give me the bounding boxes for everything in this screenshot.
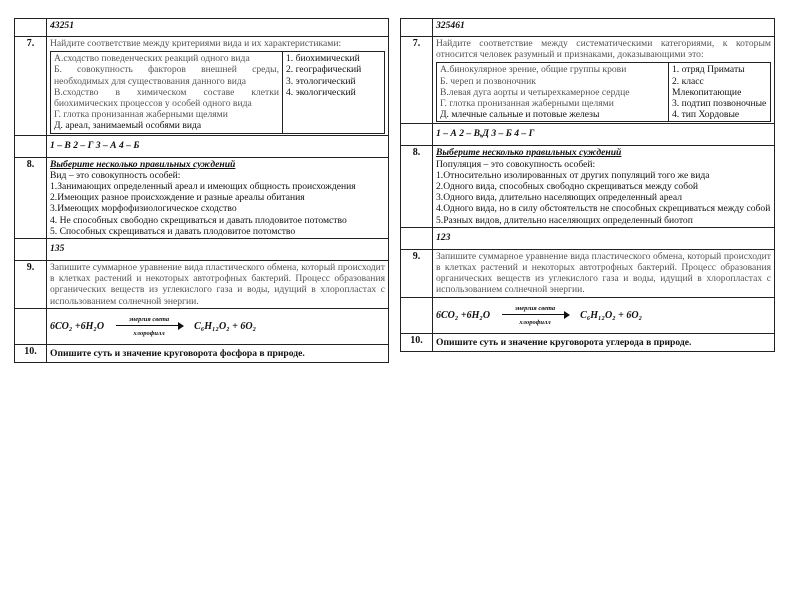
left-q10-text: Опишите суть и значение круговорота фосфора в природе. bbox=[47, 344, 389, 362]
list-item: Д. млечные сальные и потовые железы bbox=[440, 109, 600, 121]
list-item: В.левая дуга аорты и четырехкамерное сердце bbox=[440, 86, 630, 98]
left-q7-intro: Найдите соответствие между критериями вида и их характеристиками: bbox=[50, 38, 342, 49]
right-q9-number: 9. bbox=[401, 249, 433, 297]
left-tasks-table bbox=[14, 18, 389, 363]
right-q9-cell bbox=[433, 249, 775, 297]
list-item: 1.Занимающих определенный ареал и имеющих общность происхождения bbox=[50, 181, 356, 193]
reaction-arrow bbox=[500, 303, 570, 329]
right-key-7: 1 – А 2 – В,Д 3 – Б 4 – Г bbox=[433, 124, 775, 146]
right-q10-number: 10. bbox=[401, 333, 433, 351]
right-q7-number: 7. bbox=[401, 37, 433, 124]
formula-products: C₆H₁₂O₂ + 6O₂ bbox=[580, 310, 643, 322]
option-item: 2. географический bbox=[286, 64, 362, 76]
left-q7-match-table bbox=[50, 51, 385, 133]
option-item: 4. тип Хордовые bbox=[672, 109, 740, 121]
right-photosynthesis-formula bbox=[436, 299, 771, 332]
right-q10-text: Опишите суть и значение круговорота углерода в природе. bbox=[433, 333, 775, 351]
list-item: Г. глотка пронизанная жаберными щелями bbox=[54, 109, 228, 121]
list-item: 3.Одного вида, длительно населяющих определенный ареал bbox=[436, 192, 683, 204]
option-item: 2. класс Млекопитающие bbox=[672, 75, 742, 98]
option-item: 3. этологический bbox=[286, 75, 356, 87]
option-item: 4. экологический bbox=[286, 86, 356, 98]
right-q9-formula-cell bbox=[433, 297, 775, 333]
arrow-condition-top: энергия света bbox=[514, 304, 556, 312]
right-q7-match-table bbox=[436, 62, 771, 122]
list-item: 4. Не способных свободно скрещиваться и давать плодовитое потомство bbox=[50, 214, 347, 226]
left-q9-formula-cell bbox=[47, 308, 389, 344]
right-q7-features bbox=[437, 63, 669, 122]
formula-products: C₆H₁₂O₂ + 6O₂ bbox=[194, 321, 257, 333]
left-q7-options bbox=[283, 52, 385, 133]
list-item: Б. совокупность факторов внешней среды, необходимых для существования данного вида bbox=[54, 64, 279, 87]
right-q7-intro: Найдите соответствие между систематическими категориями, к которым относится человек разумный и признаками, доказывающими это: bbox=[436, 38, 771, 61]
formula-reactants: 6CO₂ +6H₂O bbox=[50, 321, 105, 333]
left-answer-7: 43251 bbox=[47, 19, 389, 37]
right-q8-lead: Популяция – это совокупность особей: bbox=[436, 158, 596, 170]
list-item: 5. Способных скрещиваться и давать плодовитое потомство bbox=[50, 225, 296, 237]
right-answer-8: 123 bbox=[433, 227, 775, 249]
option-item: 3. подтип позвоночные bbox=[672, 98, 767, 110]
right-answer-7: 325461 bbox=[433, 19, 775, 37]
list-item: 4.Одного вида, но в силу обстоятельств не способных скрещиваться между собой bbox=[436, 203, 771, 215]
right-q9-text: Запишите суммарное уравнение вида пластического обмена, который происходит в клетках растений и некоторых автотрофных бактерий. Процесс образования органических веществ из углекислого газа и воды, идущий в хлоропластах с использованием солнечной энергии. bbox=[436, 250, 771, 296]
list-item: А.бинокулярное зрение, общие группы крови bbox=[440, 64, 627, 76]
left-q7-number: 7. bbox=[15, 37, 47, 136]
left-key-7: 1 – В 2 – Г 3 – А 4 – Б bbox=[47, 135, 389, 157]
list-item: 2.Одного вида, способных свободно скрещиваться между собой bbox=[436, 181, 699, 193]
list-item: 3.Имеющих морфофизиологическое сходство bbox=[50, 203, 237, 215]
right-q7-cell bbox=[433, 37, 775, 124]
right-variant-column bbox=[400, 18, 775, 576]
left-q10-number: 10. bbox=[15, 344, 47, 362]
list-item: 5.Разных видов, длительно населяющих определенный биотоп bbox=[436, 214, 693, 226]
list-item: В.сходство в химическом составе клетки биохимических процессов у особей одного вида bbox=[54, 86, 279, 110]
left-answer-8: 135 bbox=[47, 239, 389, 261]
right-q7-options bbox=[669, 63, 771, 122]
reaction-arrow bbox=[114, 314, 184, 340]
left-q8-number: 8. bbox=[15, 157, 47, 238]
arrow-condition-bottom: хлорофилл bbox=[133, 329, 165, 337]
list-item: Д. ареал, занимаемый особями вида bbox=[54, 120, 202, 132]
right-q8-number: 8. bbox=[401, 146, 433, 227]
left-q7-cell bbox=[47, 37, 389, 136]
left-q8-lead: Вид – это совокупность особей: bbox=[50, 169, 181, 181]
right-q8-title: Выберите несколько правильных суждений bbox=[436, 147, 622, 159]
left-q7-criteria bbox=[51, 52, 283, 133]
left-q9-text: Запишите суммарное уравнение вида пластического обмена, который происходит в клетках растений и некоторых автотрофных бактерий. Процесс образования органических веществ из углекислого газа и воды, идущий в хлоропластах с использованием солнечной энергии. bbox=[50, 262, 385, 307]
left-photosynthesis-formula bbox=[50, 310, 385, 343]
list-item: А.сходство поведенческих реакций одного вида bbox=[54, 53, 250, 65]
left-q9-cell bbox=[47, 261, 389, 309]
arrow-condition-top: энергия света bbox=[128, 315, 170, 323]
left-variant-column bbox=[14, 18, 389, 576]
list-item: 2.Имеющих разное происхождение и разные ареалы обитания bbox=[50, 192, 305, 204]
list-item: Б. череп и позвоночник bbox=[440, 75, 536, 87]
arrow-condition-bottom: хлорофилл bbox=[519, 318, 551, 326]
left-q8-cell bbox=[47, 157, 389, 238]
right-tasks-table bbox=[400, 18, 775, 352]
left-q8-title: Выберите несколько правильных суждений bbox=[50, 158, 236, 170]
formula-reactants: 6CO₂ +6H₂O bbox=[436, 310, 491, 322]
right-q8-cell bbox=[433, 146, 775, 227]
option-item: 1. отряд Приматы bbox=[672, 64, 745, 76]
list-item: Г. глотка пронизанная жаберными щелями bbox=[440, 98, 614, 110]
option-item: 1. биохимический bbox=[286, 53, 360, 65]
left-q9-number: 9. bbox=[15, 261, 47, 309]
list-item: 1.Относительно изолированных от других популяций того же вида bbox=[436, 169, 710, 181]
